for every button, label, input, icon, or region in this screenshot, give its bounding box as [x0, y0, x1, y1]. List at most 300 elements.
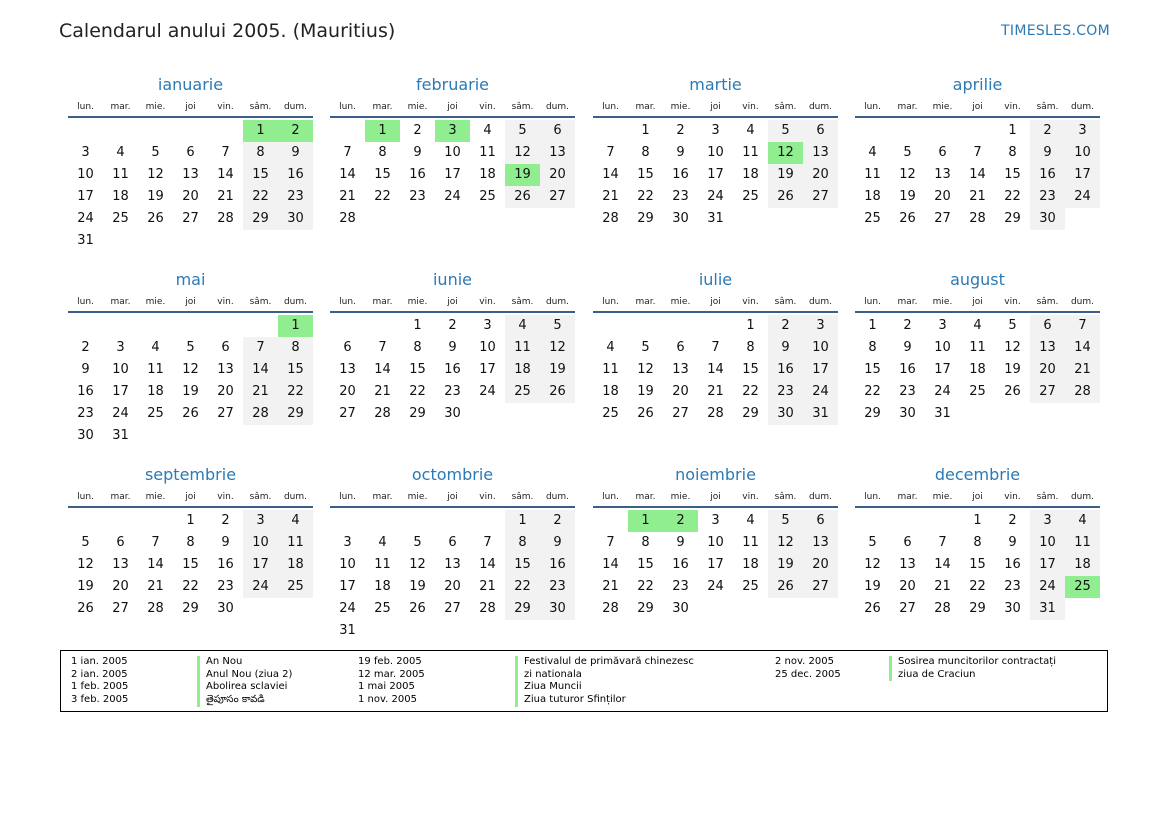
- day-cell: 3: [711, 513, 720, 528]
- day-cell: 12: [768, 532, 803, 554]
- day-cell: 30: [278, 208, 313, 230]
- day-cell: 19: [768, 164, 803, 186]
- day-cell: 4: [1065, 510, 1100, 532]
- day-cell: 26: [182, 406, 199, 421]
- day-cell: 24: [444, 189, 461, 204]
- day-cell: 16: [768, 359, 803, 381]
- day-cell: 5: [186, 340, 195, 355]
- day-cell: 31: [112, 428, 129, 443]
- weekday-label: sâm.: [249, 492, 272, 502]
- day-cell: 22: [278, 381, 313, 403]
- legend-holiday-name: An Nou: [206, 656, 243, 667]
- day-cell: 1: [868, 318, 877, 333]
- day-cell: 29: [182, 601, 199, 616]
- day-cell: 31: [339, 623, 356, 638]
- month-name: ianuarie: [157, 75, 224, 94]
- day-cell: 23: [444, 384, 461, 399]
- day-cell: 2: [1030, 120, 1065, 142]
- weekday-label: joi: [185, 297, 196, 307]
- legend-dates-col2: [358, 656, 478, 707]
- day-cell: 12: [899, 167, 916, 182]
- weekday-header: [330, 488, 575, 506]
- weekday-label: mar.: [635, 297, 656, 307]
- day-cell: 29: [864, 406, 881, 421]
- day-cell: 18: [374, 579, 391, 594]
- legend-date: 1 ian. 2005: [71, 656, 128, 667]
- day-cell: 9: [1030, 142, 1065, 164]
- day-cell: 27: [672, 406, 689, 421]
- day-cell: 20: [803, 164, 838, 186]
- day-cell: 17: [112, 384, 129, 399]
- legend-holiday-name: Ziua tuturor Sfinților: [524, 694, 626, 706]
- day-cell: 16: [672, 557, 689, 572]
- empty-cell: [243, 315, 278, 337]
- weekday-header: [68, 488, 313, 506]
- day-cell: 2: [81, 340, 90, 355]
- day-cell: 8: [868, 340, 877, 355]
- day-cell: 23: [77, 406, 94, 421]
- day-cell: 28: [479, 601, 496, 616]
- day-cell: 4: [746, 123, 755, 138]
- legend-holiday-name: Sosirea muncitorilor contractați: [898, 656, 1056, 667]
- day-cell: 13: [182, 167, 199, 182]
- empty-cell: [470, 510, 505, 532]
- legend-holiday-name: Festivalul de primăvară chinezesc: [524, 656, 694, 667]
- header-divider: [855, 311, 1100, 313]
- day-cell: 6: [186, 145, 195, 160]
- legend-holiday-name: Anul Nou (ziua 2): [206, 668, 293, 680]
- weekday-label: sâm.: [1036, 297, 1059, 307]
- month-name: mai: [175, 270, 206, 289]
- day-cell: 25: [602, 406, 619, 421]
- weekday-label: sâm.: [249, 102, 272, 112]
- day-cell: 5: [903, 145, 912, 160]
- day-cell: 25: [742, 579, 759, 594]
- weekday-label: sâm.: [249, 297, 272, 307]
- weekday-label: sâm.: [774, 492, 797, 502]
- day-cell: 5: [768, 120, 803, 142]
- day-grid: [330, 315, 575, 425]
- empty-cell: [435, 510, 470, 532]
- day-cell: 8: [505, 532, 540, 554]
- header-divider: [68, 506, 313, 508]
- day-cell: 22: [505, 576, 540, 598]
- day-cell: 1: [973, 513, 982, 528]
- day-cell: 12: [1004, 340, 1021, 355]
- day-cell: 25: [742, 189, 759, 204]
- day-cell: 15: [742, 362, 759, 377]
- empty-cell: [365, 315, 400, 337]
- day-cell: 18: [742, 557, 759, 572]
- day-cell: 20: [339, 384, 356, 399]
- day-cell: 23: [672, 579, 689, 594]
- day-cell: 19: [768, 554, 803, 576]
- day-cell: 11: [479, 145, 496, 160]
- month-mai: [68, 267, 313, 447]
- empty-cell: [890, 120, 925, 142]
- day-cell: 11: [505, 337, 540, 359]
- day-cell: 30: [217, 601, 234, 616]
- day-cell: 15: [505, 554, 540, 576]
- legend-names-col1: [197, 656, 292, 707]
- day-cell: 4: [746, 513, 755, 528]
- day-cell: 25: [374, 601, 391, 616]
- weekday-label: lun.: [602, 492, 619, 502]
- day-cell: 10: [803, 337, 838, 359]
- day-cell: 20: [1030, 359, 1065, 381]
- day-cell: 3: [243, 510, 278, 532]
- day-cell: 27: [899, 601, 916, 616]
- day-cell: 3: [116, 340, 125, 355]
- month-septembrie: [68, 462, 313, 620]
- weekday-label: joi: [710, 102, 721, 112]
- month-name: octombrie: [411, 465, 494, 484]
- weekday-label: dum.: [283, 297, 308, 307]
- empty-cell: [925, 120, 960, 142]
- day-cell: 9: [540, 532, 575, 554]
- day-cell: 31: [934, 406, 951, 421]
- weekday-label: lun.: [864, 102, 881, 112]
- day-cell: 14: [707, 362, 724, 377]
- day-cell: 15: [1004, 167, 1021, 182]
- day-cell: 17: [1030, 554, 1065, 576]
- day-cell: 10: [112, 362, 129, 377]
- day-cell: 14: [969, 167, 986, 182]
- day-cell: 12: [540, 337, 575, 359]
- weekday-label: mie.: [932, 492, 953, 502]
- day-cell: 18: [278, 554, 313, 576]
- day-cell: 9: [768, 337, 803, 359]
- month-martie: [593, 72, 838, 230]
- month-name: noiembrie: [675, 465, 756, 484]
- weekday-label: lun.: [77, 102, 94, 112]
- day-cell: 15: [243, 164, 278, 186]
- day-cell: 6: [803, 510, 838, 532]
- day-cell: 8: [1008, 145, 1017, 160]
- empty-cell: [330, 315, 365, 337]
- day-cell: 11: [112, 167, 129, 182]
- day-cell: 25: [278, 576, 313, 598]
- day-cell: 14: [934, 557, 951, 572]
- day-cell: 6: [540, 120, 575, 142]
- day-cell: 13: [803, 142, 838, 164]
- day-cell: 20: [112, 579, 129, 594]
- day-cell: 10: [444, 145, 461, 160]
- day-cell: 18: [742, 167, 759, 182]
- weekday-label: lun.: [77, 297, 94, 307]
- day-cell: 10: [1030, 532, 1065, 554]
- day-cell: 5: [768, 510, 803, 532]
- day-cell: 28: [707, 406, 724, 421]
- weekday-label: sâm.: [774, 297, 797, 307]
- day-cell: 4: [505, 315, 540, 337]
- day-cell: 16: [278, 164, 313, 186]
- holiday-day-cell: 25: [1065, 576, 1100, 598]
- empty-cell: [593, 510, 628, 532]
- day-cell: 22: [182, 579, 199, 594]
- day-cell: 8: [746, 340, 755, 355]
- day-cell: 28: [339, 211, 356, 226]
- day-cell: 11: [374, 557, 391, 572]
- month-name: august: [950, 270, 1005, 289]
- weekday-header: [855, 98, 1100, 116]
- empty-cell: [138, 120, 173, 142]
- day-cell: 9: [278, 142, 313, 164]
- day-cell: 29: [505, 598, 540, 620]
- empty-cell: [208, 315, 243, 337]
- day-cell: 2: [448, 318, 457, 333]
- day-cell: 4: [973, 318, 982, 333]
- day-cell: 13: [672, 362, 689, 377]
- weekday-label: joi: [447, 102, 458, 112]
- day-cell: 30: [672, 211, 689, 226]
- brand-link[interactable]: TIMESLES.COM: [1001, 23, 1110, 39]
- day-cell: 22: [969, 579, 986, 594]
- day-cell: 7: [1065, 315, 1100, 337]
- day-cell: 1: [746, 318, 755, 333]
- day-cell: 4: [116, 145, 125, 160]
- legend-date: 3 feb. 2005: [71, 694, 129, 706]
- day-cell: 2: [540, 510, 575, 532]
- header-divider: [593, 116, 838, 118]
- weekday-label: mie.: [145, 102, 166, 112]
- weekday-label: dum.: [1070, 492, 1095, 502]
- empty-cell: [138, 315, 173, 337]
- day-cell: 5: [505, 120, 540, 142]
- day-grid: [593, 315, 838, 425]
- day-cell: 13: [339, 362, 356, 377]
- day-grid: [330, 510, 575, 642]
- day-cell: 25: [969, 384, 986, 399]
- day-cell: 19: [540, 359, 575, 381]
- weekday-label: sâm.: [511, 492, 534, 502]
- day-cell: 24: [479, 384, 496, 399]
- weekday-label: mar.: [110, 492, 131, 502]
- day-cell: 27: [934, 211, 951, 226]
- header-divider: [68, 116, 313, 118]
- weekday-label: vin.: [217, 102, 234, 112]
- legend-names-col2: [515, 656, 694, 707]
- day-cell: 11: [147, 362, 164, 377]
- day-cell: 19: [182, 384, 199, 399]
- day-cell: 20: [182, 189, 199, 204]
- day-grid: [855, 510, 1100, 620]
- legend-date: 1 nov. 2005: [358, 694, 417, 706]
- day-cell: 1: [1008, 123, 1017, 138]
- weekday-label: dum.: [545, 297, 570, 307]
- holiday-day-cell: 2: [278, 120, 313, 142]
- day-cell: 8: [641, 145, 650, 160]
- page-title: Calendarul anului 2005. (Mauritius): [59, 20, 396, 42]
- holiday-day-cell: 12: [768, 142, 803, 164]
- day-cell: 12: [77, 557, 94, 572]
- weekday-label: vin.: [1004, 297, 1021, 307]
- weekday-label: mie.: [407, 297, 428, 307]
- day-cell: 21: [602, 579, 619, 594]
- day-grid: [68, 510, 313, 620]
- day-cell: 4: [606, 340, 615, 355]
- day-cell: 3: [483, 318, 492, 333]
- day-cell: 17: [934, 362, 951, 377]
- day-cell: 8: [973, 535, 982, 550]
- weekday-label: mie.: [932, 297, 953, 307]
- day-cell: 26: [637, 406, 654, 421]
- weekday-label: vin.: [742, 102, 759, 112]
- day-cell: 20: [899, 579, 916, 594]
- day-cell: 17: [339, 579, 356, 594]
- day-cell: 24: [243, 576, 278, 598]
- empty-cell: [628, 315, 663, 337]
- day-cell: 23: [217, 579, 234, 594]
- day-cell: 12: [409, 557, 426, 572]
- day-cell: 26: [768, 186, 803, 208]
- legend-names-col3: [889, 656, 1056, 681]
- day-cell: 25: [112, 211, 129, 226]
- day-cell: 31: [803, 403, 838, 425]
- weekday-label: joi: [447, 492, 458, 502]
- day-cell: 28: [217, 211, 234, 226]
- empty-cell: [68, 120, 103, 142]
- weekday-label: joi: [447, 297, 458, 307]
- day-cell: 19: [409, 579, 426, 594]
- day-cell: 10: [77, 167, 94, 182]
- day-cell: 11: [742, 535, 759, 550]
- weekday-header: [593, 488, 838, 506]
- day-cell: 26: [540, 381, 575, 403]
- day-cell: 30: [672, 601, 689, 616]
- day-cell: 23: [540, 576, 575, 598]
- day-cell: 4: [278, 510, 313, 532]
- day-cell: 5: [151, 145, 160, 160]
- legend-holiday-name: Ziua Muncii: [524, 681, 582, 693]
- day-cell: 24: [339, 601, 356, 616]
- day-cell: 1: [505, 510, 540, 532]
- day-cell: 13: [540, 142, 575, 164]
- weekday-label: joi: [972, 297, 983, 307]
- day-cell: 2: [768, 315, 803, 337]
- day-cell: 7: [938, 535, 947, 550]
- day-cell: 15: [278, 359, 313, 381]
- day-cell: 16: [1004, 557, 1021, 572]
- empty-cell: [593, 315, 628, 337]
- day-cell: 19: [147, 189, 164, 204]
- day-cell: 20: [672, 384, 689, 399]
- day-cell: 7: [606, 145, 615, 160]
- weekday-label: lun.: [864, 492, 881, 502]
- day-cell: 17: [479, 362, 496, 377]
- weekday-label: vin.: [479, 102, 496, 112]
- header-divider: [593, 311, 838, 313]
- day-grid: [330, 120, 575, 230]
- empty-cell: [593, 120, 628, 142]
- weekday-label: mar.: [897, 102, 918, 112]
- day-cell: 28: [602, 211, 619, 226]
- empty-cell: [68, 315, 103, 337]
- day-cell: 27: [444, 601, 461, 616]
- day-cell: 14: [217, 167, 234, 182]
- day-cell: 22: [409, 384, 426, 399]
- empty-cell: [103, 315, 138, 337]
- day-cell: 26: [899, 211, 916, 226]
- day-cell: 20: [217, 384, 234, 399]
- month-name: aprilie: [952, 75, 1003, 94]
- day-cell: 22: [637, 189, 654, 204]
- header-divider: [330, 311, 575, 313]
- day-cell: 15: [409, 362, 426, 377]
- day-cell: 6: [448, 535, 457, 550]
- day-cell: 28: [374, 406, 391, 421]
- day-cell: 10: [934, 340, 951, 355]
- holiday-day-cell: 2: [663, 510, 698, 532]
- day-cell: 19: [899, 189, 916, 204]
- weekday-label: mie.: [407, 102, 428, 112]
- day-cell: 11: [602, 362, 619, 377]
- day-cell: 16: [217, 557, 234, 572]
- day-cell: 16: [444, 362, 461, 377]
- day-cell: 27: [339, 406, 356, 421]
- day-cell: 29: [409, 406, 426, 421]
- day-cell: 6: [938, 145, 947, 160]
- day-cell: 12: [864, 557, 881, 572]
- day-cell: 19: [77, 579, 94, 594]
- day-cell: 2: [676, 123, 685, 138]
- day-cell: 12: [637, 362, 654, 377]
- day-cell: 21: [339, 189, 356, 204]
- weekday-label: vin.: [1004, 102, 1021, 112]
- day-cell: 11: [742, 145, 759, 160]
- day-cell: 18: [1065, 554, 1100, 576]
- day-cell: 18: [147, 384, 164, 399]
- day-cell: 22: [742, 384, 759, 399]
- day-cell: 2: [903, 318, 912, 333]
- day-cell: 30: [899, 406, 916, 421]
- empty-cell: [330, 120, 365, 142]
- day-cell: 21: [147, 579, 164, 594]
- day-cell: 28: [934, 601, 951, 616]
- weekday-header: [855, 488, 1100, 506]
- month-februarie: [330, 72, 575, 230]
- day-cell: 24: [707, 189, 724, 204]
- day-cell: 16: [1030, 164, 1065, 186]
- holiday-day-cell: 1: [243, 120, 278, 142]
- day-cell: 21: [602, 189, 619, 204]
- weekday-label: dum.: [283, 492, 308, 502]
- weekday-label: vin.: [742, 492, 759, 502]
- day-cell: 27: [112, 601, 129, 616]
- day-cell: 6: [803, 120, 838, 142]
- day-cell: 31: [707, 211, 724, 226]
- weekday-label: vin.: [479, 492, 496, 502]
- day-cell: 30: [444, 406, 461, 421]
- day-cell: 11: [1065, 532, 1100, 554]
- holiday-day-cell: 1: [628, 510, 663, 532]
- day-cell: 22: [243, 186, 278, 208]
- day-cell: 18: [602, 384, 619, 399]
- day-cell: 19: [1004, 362, 1021, 377]
- day-cell: 23: [672, 189, 689, 204]
- day-cell: 17: [707, 557, 724, 572]
- month-name: septembrie: [144, 465, 237, 484]
- day-cell: 30: [1030, 208, 1065, 230]
- weekday-label: mar.: [372, 492, 393, 502]
- day-cell: 15: [969, 557, 986, 572]
- day-cell: 13: [899, 557, 916, 572]
- day-cell: 3: [1030, 510, 1065, 532]
- day-cell: 7: [151, 535, 160, 550]
- weekday-label: vin.: [217, 297, 234, 307]
- weekday-label: mie.: [670, 492, 691, 502]
- month-ianuarie: [68, 72, 313, 252]
